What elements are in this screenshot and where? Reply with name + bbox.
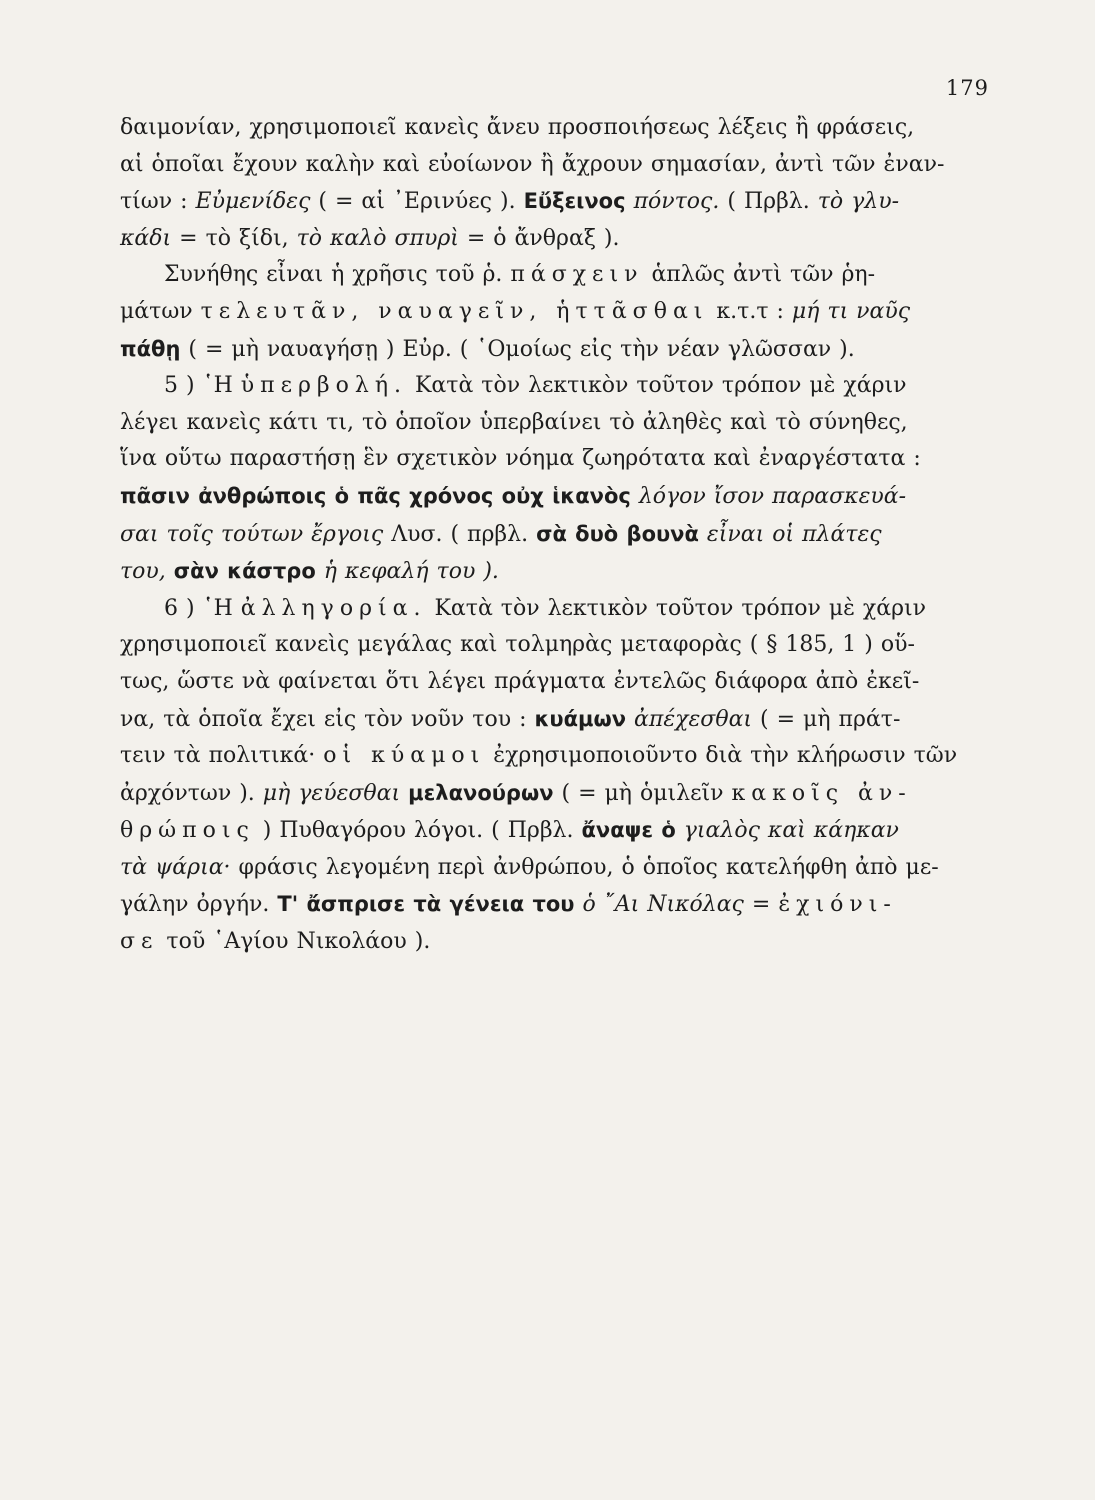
text-line	[120, 850, 990, 887]
text-run: θρώποις	[120, 818, 255, 844]
text-line	[120, 591, 990, 628]
text-run: Συνήθης εἶναι ἡ χρῆσις τοῦ ῥ.	[164, 262, 511, 288]
text-run: μάτων	[120, 298, 201, 324]
text-run: του,	[120, 559, 174, 585]
text-run: = τὸ ξίδι,	[171, 225, 297, 251]
text-run: πάθῃ	[120, 336, 181, 361]
text-run: ἄναψε ὁ	[581, 818, 676, 843]
text-line	[120, 331, 990, 369]
text-run: ἐχρησιμοποιοῦντο διὰ τὴν κλήρωσιν τῶν	[485, 743, 958, 769]
body-text	[120, 110, 990, 961]
text-run: γιαλὸς καὶ κάηκαν	[683, 818, 899, 844]
text-run: σὰ δυὸ βουνὰ	[536, 521, 699, 546]
text-line	[120, 627, 990, 664]
text-run: Λυσ. ( πρβλ.	[383, 521, 537, 547]
text-line	[120, 664, 990, 701]
text-run: να, τὰ ὁποῖα ἔχει εἰς τὸν νοῦν του :	[120, 706, 535, 732]
text-run: τελευτᾶν, ναυαγεῖν, ἡττᾶσθαι	[200, 298, 709, 324]
text-run: σε	[120, 929, 159, 955]
text-line	[120, 441, 990, 478]
text-run: τὸ γλυ-	[817, 189, 900, 215]
text-run: ( = μὴ ὁμιλεῖν	[553, 780, 732, 806]
text-run	[400, 781, 408, 806]
text-run: ὑπερβολή.	[240, 373, 407, 399]
text-run: αἱ ὁποῖαι ἔχουν καλὴν καὶ εὐοίωνον ἢ ἄχρουν σημασίαν, ἀντὶ τῶν ἐναν-	[120, 151, 945, 177]
text-run: ἵνα οὕτω παραστήσῃ ἓν σχετικὸν νόημα ζωηρότατα καὶ ἐναργέστατα :	[120, 446, 921, 472]
text-run: τὰ ψάρια·	[120, 854, 231, 880]
text-run: τειν τὰ πολιτικά·	[120, 743, 324, 769]
text-line	[120, 110, 990, 147]
text-run: σὰν κάστρο	[173, 559, 316, 584]
text-run: πόντος.	[633, 189, 720, 215]
text-line	[120, 812, 990, 850]
text-run: ἀλληγορία.	[240, 595, 427, 621]
text-run: τίων :	[120, 189, 196, 215]
text-run: =	[743, 892, 779, 918]
text-run: εἶναι οἱ πλάτες	[706, 521, 882, 547]
text-run: ( = αἱ ᾿Ερινύες ).	[310, 189, 524, 215]
text-run: φράσις λεγομένη περὶ ἀνθρώπου, ὁ ὁποῖος κατελήφθη ἀπὸ με-	[230, 854, 939, 880]
text-run: μή τι ναῦς	[791, 298, 911, 324]
text-line	[120, 924, 990, 961]
text-line	[120, 147, 990, 184]
text-line	[120, 257, 990, 294]
text-run: ( = μὴ ναυαγήσῃ ) Εὐρ. ( ῾Ομοίως εἰς τὴν νέαν γλῶσσαν ).	[180, 336, 855, 362]
text-line	[120, 886, 990, 924]
text-run: ( = μὴ πράτ-	[752, 706, 901, 732]
text-run: οἱ κύαμοι	[323, 743, 486, 769]
text-run: πάσχειν	[510, 262, 644, 288]
text-line	[120, 183, 990, 221]
text-run: Κατὰ τὸν λεκτικὸν τοῦτον τρόπον μὲ χάριν	[426, 595, 927, 621]
text-run: 6 ) ῾Η	[164, 595, 241, 621]
text-run: κ.τ.τ :	[708, 298, 792, 324]
text-run: Τ' ἄσπρισε τὰ γένεια του	[277, 892, 575, 917]
text-run: Εὔξεινος	[523, 189, 626, 214]
text-run	[699, 522, 707, 547]
text-line	[120, 221, 990, 258]
text-run: μελανούρων	[408, 780, 554, 805]
text-line	[120, 701, 990, 739]
text-run: ἁπλῶς ἀντὶ τῶν ῥη-	[643, 262, 876, 288]
text-run: ( Πρβλ.	[719, 189, 818, 215]
text-run: Εὐμενίδες	[195, 189, 311, 215]
text-run	[631, 484, 639, 509]
text-run	[676, 818, 684, 843]
text-run: = ὁ ἄνθραξ ).	[458, 225, 620, 251]
text-line	[120, 294, 990, 331]
text-line	[120, 516, 990, 554]
text-run: ) Πυθαγόρου λόγοι. ( Πρβλ.	[254, 818, 582, 844]
text-line	[120, 553, 990, 591]
text-run: ἐχιόνι-	[778, 892, 897, 918]
text-run: γάλην ὀργήν.	[120, 892, 278, 918]
text-run: Κατὰ τὸν λεκτικὸν τοῦτον τρόπον μὲ χάριν	[407, 373, 907, 399]
text-line	[120, 775, 990, 813]
text-run: 5 ) ῾Η	[164, 373, 241, 399]
text-run: κυάμων	[534, 706, 627, 731]
text-run: τὸ καλὸ σπυρὶ	[296, 225, 459, 251]
text-run: μὴ γεύεσθαι	[262, 780, 401, 806]
text-line	[120, 405, 990, 442]
text-run: ἡ κεφαλή του ).	[323, 559, 499, 585]
text-run: ὁ ῎Αι Νικόλας	[582, 892, 744, 918]
text-run: σαι τοῖς τούτων ἔργοις	[120, 521, 384, 547]
text-run: χρησιμοποιεῖ κανεὶς μεγάλας καὶ τολμηρὰς μεταφορὰς ( § 185, 1 ) οὕ-	[120, 632, 915, 658]
text-run: τοῦ ῾Αγίου Νικολάου ).	[158, 929, 431, 955]
text-run: δαιμονίαν, χρησιμοποιεῖ κανεὶς ἄνευ προσποιήσεως λέξεις ἢ φράσεις,	[120, 115, 915, 140]
text-run: ἀρχόντων ).	[120, 780, 263, 806]
text-line	[120, 368, 990, 405]
text-line	[120, 478, 990, 516]
text-run: πᾶσιν ἀνθρώποις ὁ πᾶς χρόνος οὐχ ἱκανὸς	[120, 483, 631, 508]
text-run: λόγον ἴσον παρασκευά-	[638, 483, 907, 509]
text-run: λέγει κανεὶς κάτι τι, τὸ ὁποῖον ὑπερβαίνει τὸ ἀληθὲς καὶ τὸ σύνηθες,	[120, 409, 908, 435]
text-line	[120, 738, 990, 775]
page-number: 179	[945, 76, 989, 100]
text-run: κάδι	[120, 225, 172, 251]
text-run	[316, 559, 324, 584]
text-run: τως, ὥστε νὰ φαίνεται ὅτι λέγει πράγματα ἐντελῶς διάφορα ἀπὸ ἐκεῖ-	[120, 668, 920, 694]
text-run	[626, 189, 634, 214]
text-run: κακοῖς ἀν-	[731, 780, 912, 806]
text-run	[626, 707, 634, 732]
text-run: ἀπέχεσθαι	[634, 706, 753, 732]
